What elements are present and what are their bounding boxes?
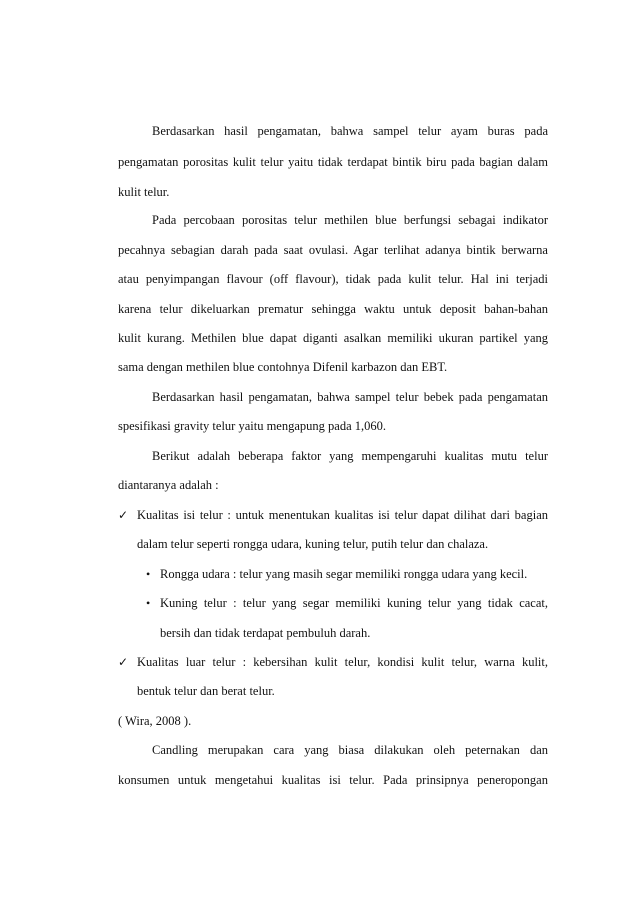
paragraph-line: Berikut adalah beberapa faktor yang mempengaruhi kualitas mutu telur (152, 449, 548, 463)
checkmark-icon: ✓ (118, 508, 129, 522)
paragraph-line: diantaranya adalah : (118, 478, 219, 492)
paragraph-line: kulit kurang. Methilen blue dapat diganti asalkan memiliki ukuran partikel yang (118, 331, 548, 345)
bullet-icon: • (146, 567, 151, 581)
bullet-item-line: bersih dan tidak terdapat pembuluh darah. (160, 626, 371, 640)
checklist-item-line: dalam telur seperti rongga udara, kuning telur, putih telur dan chalaza. (137, 537, 489, 551)
bullet-icon: • (146, 596, 151, 610)
checklist-item-line: Kualitas isi telur : untuk menentukan kualitas isi telur dapat dilihat dari bagian (137, 508, 548, 522)
paragraph-line: sama dengan methilen blue contohnya Difenil karbazon dan EBT. (118, 360, 448, 374)
paragraph-line: spesifikasi gravity telur yaitu mengapung pada 1,060. (118, 419, 386, 433)
checkmark-icon: ✓ (118, 655, 129, 669)
paragraph-line: kulit telur. (118, 185, 170, 199)
paragraph-line: Berdasarkan hasil pengamatan, bahwa sampel telur ayam buras pada (152, 124, 548, 138)
paragraph-line: Candling merupakan cara yang biasa dilakukan oleh peternakan dan (152, 743, 548, 757)
paragraph-line: pengamatan porositas kulit telur yaitu tidak terdapat bintik biru pada bagian dalam (118, 155, 548, 169)
paragraph-line: karena telur dikeluarkan prematur sehingga waktu untuk deposit bahan-bahan (118, 302, 548, 316)
checklist-item-line: Kualitas luar telur : kebersihan kulit telur, kondisi kulit telur, warna kulit, (137, 655, 548, 669)
checklist-item-line: bentuk telur dan berat telur. (137, 684, 275, 698)
bullet-item-line: Rongga udara : telur yang masih segar memiliki rongga udara yang kecil. (160, 567, 528, 581)
paragraph-line: pecahnya sebagian darah pada saat ovulasi. Agar terlihat adanya bintik berwarna (118, 243, 548, 257)
paragraph-line: Pada percobaan porositas telur methilen blue berfungsi sebagai indikator (152, 213, 548, 227)
paragraph-line: konsumen untuk mengetahui kualitas isi telur. Pada prinsipnya peneropongan (118, 773, 548, 787)
citation-line: ( Wira, 2008 ). (118, 714, 192, 728)
bullet-item-line: Kuning telur : telur yang segar memiliki kuning telur yang tidak cacat, (160, 596, 548, 610)
paragraph-line: Berdasarkan hasil pengamatan, bahwa sampel telur bebek pada pengamatan (152, 390, 548, 404)
paragraph-line: atau penyimpangan flavour (off flavour), tidak pada kulit telur. Hal ini terjadi (118, 272, 548, 286)
